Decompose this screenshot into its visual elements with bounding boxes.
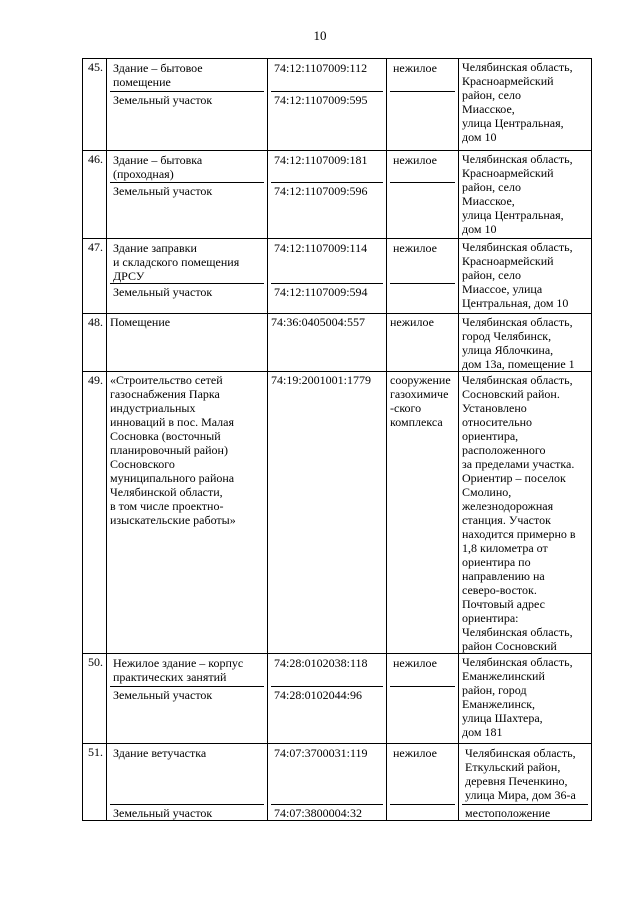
type-cell	[387, 151, 459, 239]
type-cell	[387, 59, 459, 151]
row-number: 49.	[83, 372, 107, 654]
object-name: Земельный участок	[110, 91, 264, 150]
table-row	[83, 744, 592, 821]
empty-cell	[390, 686, 455, 743]
address-text: местоположение	[462, 804, 588, 820]
address-cell: Челябинская область, Сосновский район. Установлено относительно ориентира, расположенного за пределами участка. Ориентир – поселок Смолино, железнодорожная станция. Участок находится примерно в 1,8 километра от ориентира по направлению на северо-восток. Почтовый адрес ориентира: Челябинская область, район Сосновский	[459, 372, 592, 654]
name-cell	[107, 654, 268, 744]
name-cell	[107, 239, 268, 314]
address-cell: Челябинская область, Красноармейский район, село Миасское, улица Центральная, дом 10	[459, 59, 592, 151]
cadastral-cell	[268, 151, 387, 239]
name-cell	[107, 151, 268, 239]
object-name: Здание – бытовка (проходная)	[113, 153, 203, 181]
cadastral-number: 74:07:3800004:32	[271, 804, 383, 820]
cadastral-number: 74:07:3700031:119	[274, 746, 368, 760]
cadastral-number: 74:12:1107009:594	[271, 283, 383, 313]
type-cell	[387, 654, 459, 744]
cadastral-number: 74:12:1107009:112	[274, 61, 368, 75]
address-cell: Челябинская область, Еманжелинский район, город Еманжелинск, улица Шахтера, дом 181	[459, 654, 592, 744]
type-cell	[387, 239, 459, 314]
row-number: 45.	[83, 59, 107, 151]
address-cell: Челябинская область, Красноармейский район, село Миассое, улица Центральная, дом 10	[459, 239, 592, 314]
object-name: Земельный участок	[110, 283, 264, 313]
empty-cell	[390, 804, 455, 820]
object-type: нежилое	[393, 746, 437, 760]
cadastral-number: 74:12:1107009:181	[274, 153, 368, 167]
object-name: Земельный участок	[110, 804, 264, 820]
cadastral-cell	[268, 239, 387, 314]
cadastral-cell	[268, 744, 387, 821]
row-number: 47.	[83, 239, 107, 314]
property-table	[82, 58, 592, 821]
empty-cell	[390, 91, 455, 150]
cadastral-number: 74:12:1107009:595	[271, 91, 383, 150]
row-number: 51.	[83, 744, 107, 821]
address-text: Челябинская область, Еткульский район, деревня Печенкино, улица Мира, дом 36-а	[465, 746, 576, 802]
object-type: сооружение газохимиче -ского комплекса	[387, 372, 459, 654]
empty-cell	[390, 283, 455, 313]
table-row	[83, 239, 592, 314]
row-number: 50.	[83, 654, 107, 744]
table-row	[83, 654, 592, 744]
object-type: нежилое	[393, 241, 437, 255]
table-row	[83, 151, 592, 239]
table-row	[83, 372, 592, 654]
cadastral-number: 74:28:0102038:118	[274, 656, 368, 670]
address-cell: Челябинская область, Красноармейский район, село Миасское, улица Центральная, дом 10	[459, 151, 592, 239]
cadastral-number: 74:12:1107009:596	[271, 182, 383, 238]
empty-cell	[390, 182, 455, 238]
object-name: Здание ветучастка	[113, 746, 207, 760]
table-row	[83, 314, 592, 372]
cadastral-number: 74:12:1107009:114	[274, 241, 368, 255]
object-type: нежилое	[387, 314, 459, 372]
name-cell	[107, 59, 268, 151]
object-name: Здание заправки и складского помещения ДРСУ	[113, 241, 240, 283]
cadastral-number: 74:19:2001001:1779	[268, 372, 387, 654]
object-name: Земельный участок	[110, 182, 264, 238]
table-row	[83, 59, 592, 151]
cadastral-cell	[268, 59, 387, 151]
address-cell: Челябинская область, город Челябинск, улица Яблочкина, дом 13а, помещение 1	[459, 314, 592, 372]
row-number: 48.	[83, 314, 107, 372]
object-name: «Строительство сетей газоснабжения Парка индустриальных инноваций в пос. Малая Сосновка (восточный планировочный район) Сосновского муниципального района Челябинской области, в том числе проектно- изыскательские работы»	[107, 372, 268, 654]
page-number: 10	[313, 28, 327, 43]
row-number: 46.	[83, 151, 107, 239]
cadastral-number: 74:36:0405004:557	[268, 314, 387, 372]
object-name: Земельный участок	[110, 686, 264, 743]
object-name: Нежилое здание – корпус практических занятий	[113, 656, 244, 684]
cadastral-number: 74:28:0102044:96	[271, 686, 383, 743]
object-type: нежилое	[393, 61, 437, 75]
object-type: нежилое	[393, 153, 437, 167]
object-name: Здание – бытовое помещение	[113, 61, 203, 89]
cadastral-cell	[268, 654, 387, 744]
address-cell	[459, 744, 592, 821]
object-type: нежилое	[393, 656, 437, 670]
object-name: Помещение	[107, 314, 268, 372]
type-cell	[387, 744, 459, 821]
name-cell	[107, 744, 268, 821]
